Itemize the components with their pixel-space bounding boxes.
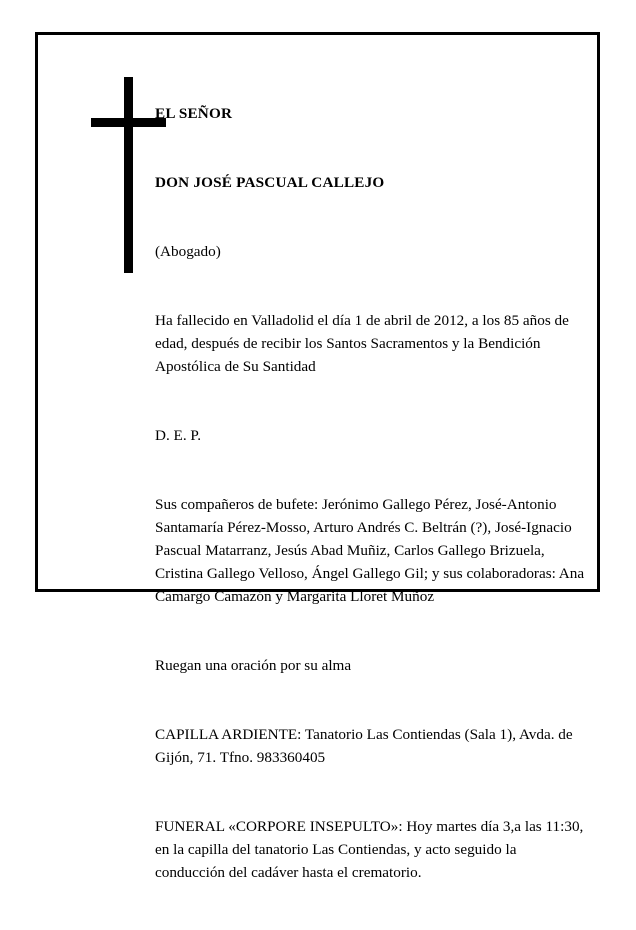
- chapel-details: CAPILLA ARDIENTE: Tanatorio Las Contiendas (Sala 1), Avda. de Gijón, 71. Tfno. 983360405: [155, 726, 577, 766]
- mourners-list: Sus compañeros de bufete: Jerónimo Gallego Pérez, José-Antonio Santamaría Pérez-Mosso, Arturo Andrés C. Beltrán (?), José-Ignacio Pascual Matarranz, Jesús Abad Muñiz, Carlos Gallego Brizuela, Cristina Gallego Velloso, Ángel Gallego Gil; y sus colaboradoras: Ana Camargo Camazón y Margarita Lloret Muñoz: [155, 496, 588, 605]
- funeral-details: FUNERAL «CORPORE INSEPULTO»: Hoy martes día 3,a las 11:30, en la capilla del tanatorio Las Contiendas, y acto seguido la conducción del cadáver hasta el crematorio.: [155, 818, 588, 881]
- profession-label: (Abogado): [155, 243, 221, 260]
- death-announcement: Ha fallecido en Valladolid el día 1 de abril de 2012, a los 85 años de edad, después de recibir los Santos Sacramentos y la Bendición Apostólica de Su Santidad: [155, 312, 573, 375]
- obituary-text-column: [155, 56, 587, 930]
- obituary-notice-box: [35, 32, 600, 881]
- heading-line-1: EL SEÑOR: [155, 105, 233, 122]
- cross-vertical-bar: [124, 77, 133, 273]
- rest-in-peace: D. E. P.: [155, 427, 201, 444]
- heading-line-2: DON JOSÉ PASCUAL CALLEJO: [155, 174, 385, 191]
- prayer-request: Ruegan una oración por su alma: [155, 657, 352, 674]
